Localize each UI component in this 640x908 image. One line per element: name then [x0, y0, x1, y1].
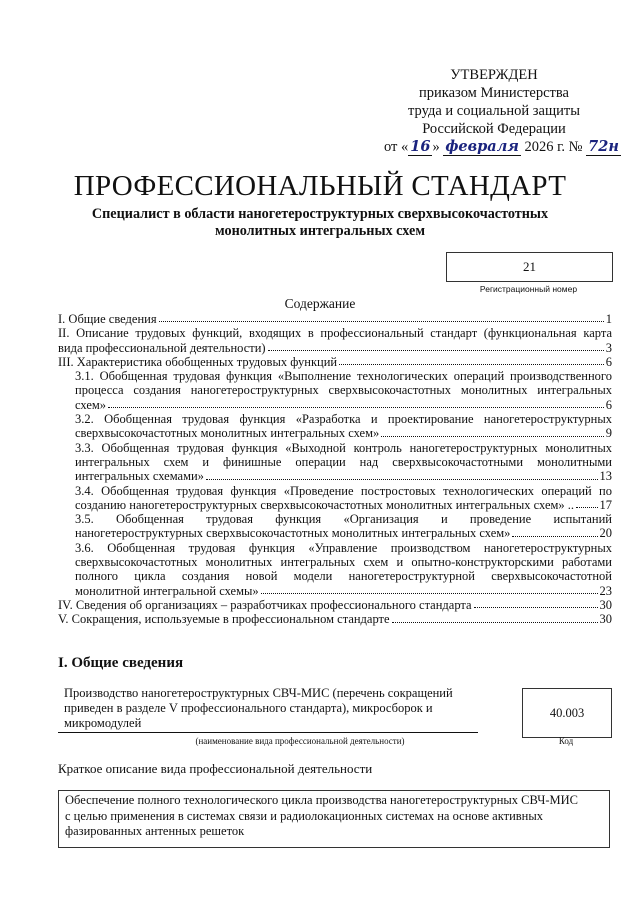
toc-entry-page: 23 [599, 583, 612, 598]
toc-leader [261, 593, 598, 594]
registration-number-box [446, 252, 613, 282]
toc-entry-page: 17 [599, 497, 612, 512]
toc-entry-page: 6 [605, 397, 612, 412]
toc-entry[interactable] [75, 412, 612, 441]
activity-line-2: приведен в разделе V профессионального стандарта), микросборок и [64, 701, 433, 715]
approval-block [384, 66, 619, 156]
subtitle-line-2: монолитных интегральных схем [215, 223, 425, 239]
document-title: ПРОФЕССИОНАЛЬНЫЙ СТАНДАРТ [73, 170, 567, 202]
toc-entry-text: III. Характеристика обобщенных трудовых функций [58, 354, 338, 369]
approval-line-federation: Российской Федерации [422, 121, 566, 137]
toc-heading: Содержание [284, 296, 356, 311]
toc-entry[interactable] [58, 612, 612, 626]
toc-entry-text: вида профессиональной деятельности) [58, 340, 266, 355]
section-heading: I. Общие сведения [58, 655, 184, 671]
toc-entry-text: IV. Сведения об организациях – разработчиках профессионального стандарта [58, 597, 472, 612]
toc-entry[interactable] [75, 441, 612, 484]
toc-entry-text: I. Общие сведения [58, 312, 157, 326]
toc-leader [159, 321, 604, 322]
toc-entry-text: 3.5. Обобщенная трудовая функция «Организация и проведение испытаний [75, 512, 612, 527]
approval-title: УТВЕРЖДЕН [450, 67, 538, 83]
table-of-contents [58, 312, 612, 627]
toc-entry-text: полного цикла создания новой модели наногетероструктурной сверхвысокочастотной [75, 569, 612, 584]
toc-entry-page: 1 [605, 312, 612, 326]
toc-entry-text: II. Описание трудовых функций, входящих в профессиональный стандарт (функциональная карта [58, 326, 612, 341]
toc-entry-text: V. Сокращения, используемые в профессиональном стандарте [58, 612, 390, 627]
approval-day: 16 [410, 138, 431, 155]
toc-entry-page: 13 [599, 469, 612, 484]
toc-entry-page: 6 [605, 354, 612, 369]
toc-leader [339, 364, 604, 365]
document-subtitle [60, 206, 580, 240]
registration-number: 21 [523, 259, 536, 274]
date-year: 2026 г. № [524, 139, 583, 155]
activity-code-box [522, 688, 612, 738]
activity-line-1: Производство наногетероструктурных СВЧ-МИС (перечень сокращений [64, 686, 453, 700]
date-prefix: от « [384, 139, 409, 155]
toc-entry-text: процесса создания наногетероструктурных сверхвысокочастотных монолитных интегральных [75, 383, 612, 398]
brief-description-heading: Краткое описание вида профессиональной деятельности [58, 761, 373, 776]
toc-entry-text: 3.6. Обобщенная трудовая функция «Управление производством наногетероструктурных [75, 540, 612, 555]
toc-entry-text: 3.4. Обобщенная трудовая функция «Проведение постростовых технологических операций по [75, 483, 612, 498]
approval-order-number: 72н [588, 138, 619, 155]
activity-line-3: микромодулей [64, 716, 142, 730]
approval-month: февраля [445, 138, 519, 155]
toc-entry[interactable] [58, 598, 612, 612]
toc-entry-text: 3.3. Обобщенная трудовая функция «Выходной контроль наногетероструктурных монолитных [75, 440, 612, 455]
toc-entry[interactable] [75, 484, 612, 513]
toc-entry-text: интегральных схем и финишные операции над сверхвысокочастотными монолитными [75, 454, 612, 469]
toc-leader [512, 536, 597, 537]
toc-entry-page: 20 [599, 526, 612, 541]
toc-entry-text: наногетероструктурных сверхвысокочастотных монолитных интегральных схем» [75, 526, 511, 541]
toc-entry[interactable] [58, 312, 612, 326]
activity-code: 40.003 [549, 706, 585, 720]
toc-entry-text: сверхвысокочастотных монолитных интегральных схем» [75, 426, 380, 441]
toc-leader [268, 350, 604, 351]
description-line-1: Обеспечение полного технологического цикла производства наногетероструктурных СВЧ-МИС [65, 793, 578, 807]
toc-entry-text: 3.2. Обобщенная трудовая функция «Разработка и проектирование наногетероструктурных [75, 412, 612, 427]
toc-entry-text: сверхвысокочастотных монолитных интегральных схем и опытно-конструкторскими работами [75, 555, 612, 570]
activity-caption: (наименование вида профессиональной деятельности) [195, 736, 405, 746]
toc-entry-text: интегральных схемами» [75, 469, 204, 484]
toc-entry-page: 9 [605, 426, 612, 441]
toc-leader [206, 479, 598, 480]
toc-entry[interactable] [58, 355, 612, 369]
approval-date-line [384, 138, 619, 156]
toc-entry-text: монолитной интегральной схемы» [75, 583, 259, 598]
brief-description-box [58, 790, 610, 848]
code-caption: Код [558, 736, 574, 746]
date-mid: » [432, 139, 440, 155]
toc-entry[interactable] [58, 326, 612, 355]
subtitle-line-1: Специалист в области наногетероструктурных сверхвысокочастотных [91, 206, 549, 222]
toc-entry-page: 30 [599, 597, 612, 612]
toc-entry-page: 30 [599, 612, 612, 627]
description-line-3: фазированных антенных решеток [65, 824, 245, 838]
toc-leader [392, 622, 598, 623]
toc-entry[interactable] [75, 541, 612, 598]
toc-entry-text: 3.1. Обобщенная трудовая функция «Выполнение технологических операций производственного [75, 369, 612, 384]
toc-entry-text: созданию наногетероструктурных сверхвысокочастотных монолитных интегральных схем» .. [75, 497, 575, 512]
toc-entry[interactable] [75, 369, 612, 412]
activity-name [58, 686, 478, 733]
toc-entry-text: схем» [75, 397, 107, 412]
toc-leader [108, 407, 604, 408]
toc-leader [576, 507, 597, 508]
approval-line-labor: труда и социальной защиты [408, 103, 580, 119]
description-line-2: с целью применения в системах связи и радиолокационных системах на основе активных [65, 808, 544, 823]
toc-entry-page: 3 [605, 340, 612, 355]
registration-caption: Регистрационный номер [479, 284, 578, 294]
toc-leader [474, 607, 598, 608]
approval-line-ministry: приказом Министерства [419, 85, 569, 101]
toc-entry[interactable] [75, 512, 612, 541]
toc-leader [381, 436, 604, 437]
